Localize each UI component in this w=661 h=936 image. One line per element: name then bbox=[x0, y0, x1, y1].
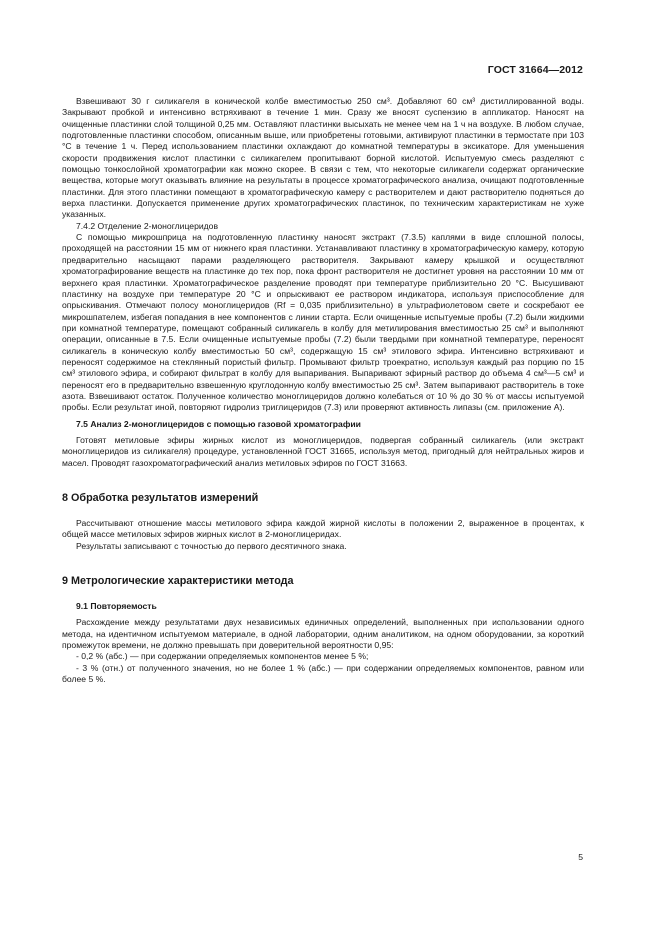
subsection-7-5-title: 7.5 Анализ 2-моноглицеридов с помощью газовой хроматографии bbox=[76, 418, 361, 429]
list-item-abs: - 0,2 % (абс.) — при содержании определяемых компонентов менее 5 %; bbox=[76, 651, 369, 662]
page-number: 5 bbox=[578, 852, 583, 862]
section-9-title: 9 Метрологические характеристики метода bbox=[62, 575, 294, 588]
subsection-7-4-2-title: 7.4.2 Отделение 2-моноглицеридов bbox=[76, 220, 219, 231]
page-body bbox=[62, 58, 584, 685]
paragraph-plate-preparation: Взвешивают 30 г силикагеля в конической колбе вместимостью 250 см³. Добавляют 60 см³ дистиллированной воды. Закрывают пробкой и интенсивно встряхивают в течение 1 мин. Сразу же вносят суспензию в аппликатор. Наносят на очищенные пластинки слой толщиной 0,25 мм. Оставляют пластинки высыхать не менее чем на 1 ч на воздухе. В любом случае, подготовленные пластинки способом, описанным выше, или приобретены готовыми, активируют пластинки в термостате при 103 °С в течение 1 ч. Перед использованием пластинки охлаждают до комнатной температуры в эксикаторе. Для уменьшения скорости продвижения кислот пластинки с силикагелем пропитывают борной кислотой. Испытуемую смесь разделяют с помощью тонкослойной хроматографии как можно скорее. В связи с тем, что некоторые силикагели содержат органические вещества, которые могут оказывать влияние на результаты в процессе хроматографического анализа, очищают подготовленные пластинки. Для этого пластинки помещают в хроматографическую камеру с растворителем и дают растворителю подняться до верха пластинки. Допускается применение других хроматографических пластинок, по техническим характеристикам не хуже указанных. bbox=[62, 96, 584, 220]
subsection-9-1-title: 9.1 Повторяемость bbox=[76, 601, 157, 612]
paragraph-precision: Результаты записывают с точностью до первого десятичного знака. bbox=[76, 540, 347, 551]
paragraph-gas-chromatography: Готовят метиловые эфиры жирных кислот из моноглицеридов, подвергая собранный силикагель (или экстракт моноглицеридов из силикагеля) процедуре, установленной ГОСТ 31665, используя метод, пригодный для нейтральных жиров и масел. Проводят газохроматографический анализ метиловых эфиров по ГОСТ 31663. bbox=[62, 434, 584, 468]
document-code: ГОСТ 31664—2012 bbox=[487, 64, 583, 76]
section-8-title: 8 Обработка результатов измерений bbox=[62, 492, 259, 504]
paragraph-calculation: Рассчитывают отношение массы метилового эфира каждой жирной кислоты в положении 2, выраженное в процентах, к общей массе метиловых эфиров жирных кислот в 2-моноглицеридах. bbox=[62, 518, 584, 540]
list-item-rel: - 3 % (отн.) от полученного значения, но не более 1 % (абс.) — при содержании определяемых компонентов, равном или более 5 %. bbox=[62, 662, 584, 685]
paragraph-repeatability: Расхождение между результатами двух независимых единичных определений, выполненных при использовании одного метода, на идентичном испытуемом материале, в одной лаборатории, одним аналитиком, на одном оборудовании, за короткий промежуток времени, не должно превышать при доверительной вероятности 0,95: bbox=[62, 617, 584, 651]
paragraph-separation-procedure: С помощью микрошприца на подготовленную пластинку наносят экстракт (7.3.5) каплями в виде сплошной полосы, проходящей на расстоянии 15 мм от нижнего края пластинки. Устанавливают пластинку в хроматографическую камеру, которую предварительно насыщают парами разделяющего растворителя. Закрывают камеру крышкой и осуществляют хроматографирование веществ на пластинке до тех пор, пока фронт растворителя не достигнет уровня на расстоянии 10 мм от верхнего края пластинки. Хроматографическое разделение проводят при температуре приблизительно 20 °С. Высушивают пластинку на воздухе при температуре 20 °С и опрыскивают ее раствором индикатора, используя приспособление для опрыскивания. Отмечают полосу моноглицеридов (Rf = 0,035 приблизительно) в ультрафиолетовом свете и соскребают ее микрошпателем, избегая попадания в нее компонентов с линии старта. Если очищенные испытуемые пробы (7.2) были жидкими при комнатной температуре, помещают собранный силикагель в колбу для метилирования вместимостью 25 см³ и выполняют операции, описанные в 7.5. Если очищенные испытуемые пробы (7.2) были твердыми при комнатной температуре, переносят силикагель в коническую колбу вместимостью 50 см³, содержащую 15 см³ этилового эфира. Интенсивно встряхивают и переносят содержимое на стеклянный пористый фильтр. Промывают фильтр троекратно, используя каждый раз порцию по 15 см³ этилового эфира, и собирают фильтрат в колбу для выпаривания. Выпаривают эфирный раствор до объема 4 см³—5 см³ и переносят его в предварительно взвешенную круглодонную колбу вместимостью 25 см³. Затем выпаривают растворитель в токе азота. Взвешивают остаток. Полученное количество моноглицеридов должно колебаться от 10 % до 30 % от массы испытуемой пробы. Если результат иной, повторяют гидролиз триглицеридов (7.3) или проверяют активность липазы (см. приложение А). bbox=[62, 232, 584, 413]
